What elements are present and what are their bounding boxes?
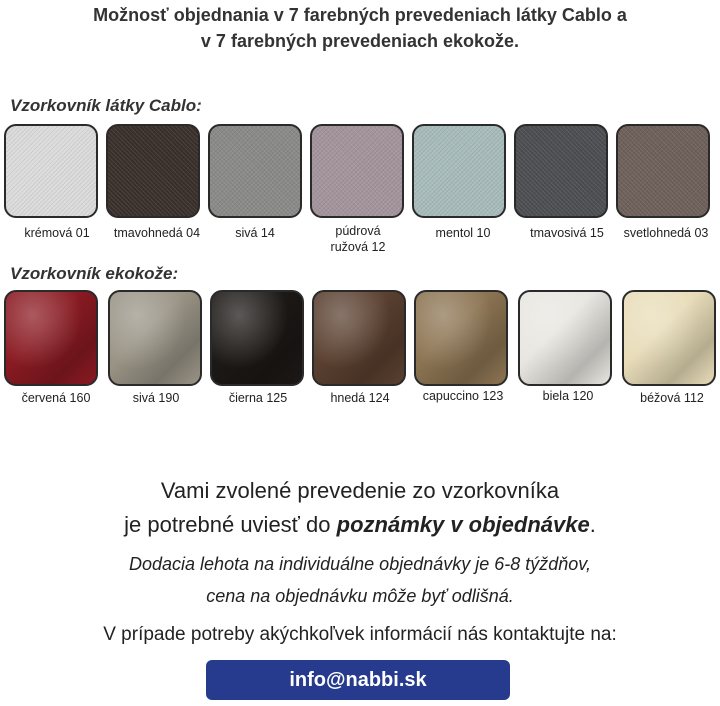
info-line-2-post: . (589, 512, 596, 537)
info-line-1: Vami zvolené prevedenie zo vzorkovníka (160, 478, 560, 503)
email-button[interactable]: info@nabbi.sk (206, 660, 510, 700)
cablo-label-kremova: krémová 01 (24, 226, 90, 240)
cablo-label-mentol: mentol 10 (435, 226, 491, 240)
ekokoza-label-capuccino: capuccino 123 (422, 389, 504, 403)
cablo-label-svetlohneda: svetlohnedá 03 (623, 226, 709, 240)
ekokoza-swatch-biela[interactable] (518, 290, 612, 386)
delivery-note-line-2: cena na objednávku môže byť odlišná. (206, 586, 514, 606)
delivery-note-line-1: Dodacia lehota na individuálne objednávky je 6-8 týždňov, (129, 554, 591, 574)
ekokoza-swatch-siva[interactable] (108, 290, 202, 386)
info-line-2 (0, 512, 720, 538)
cablo-swatch-pudrova[interactable] (310, 124, 404, 218)
ekokoza-swatch-hneda[interactable] (312, 290, 406, 386)
cablo-swatch-tmavosiva[interactable] (514, 124, 608, 218)
cablo-label-siva: sivá 14 (235, 226, 275, 240)
ekokoza-label-siva: sivá 190 (132, 391, 180, 405)
ekokoza-label-bezova: béžová 112 (640, 391, 704, 405)
ekokoza-swatch-cervena[interactable] (4, 290, 98, 386)
ekokoza-label-hneda: hnedá 124 (330, 391, 390, 405)
ekokoza-label-cierna: čierna 125 (228, 391, 288, 405)
header-line-1: Možnosť objednania v 7 farebných prevedeniach látky Cablo a (93, 5, 627, 25)
info-line-2-emphasis: poznámky v objednávke (336, 512, 590, 537)
cablo-label-tmavosiva: tmavosivá 15 (530, 226, 604, 240)
ekokoza-label-biela: biela 120 (542, 389, 594, 403)
cablo-swatch-mentol[interactable] (412, 124, 506, 218)
cablo-label-pudrova: púdrová ružová 12 (330, 224, 386, 254)
ekokoza-swatch-bezova[interactable] (622, 290, 716, 386)
ekokoza-swatch-cierna[interactable] (210, 290, 304, 386)
contact-text: V prípade potreby akýchkoľvek informácií nás kontaktujte na: (103, 624, 617, 645)
cablo-section-title: Vzorkovník látky Cablo: (10, 96, 202, 115)
ekokoza-section-title: Vzorkovník ekokože: (10, 264, 179, 283)
page-header (0, 2, 720, 54)
ekokoza-label-cervena: červená 160 (21, 391, 91, 405)
cablo-label-tmavohneda: tmavohnedá 04 (113, 226, 201, 240)
ekokoza-swatch-capuccino[interactable] (414, 290, 508, 386)
cablo-swatch-kremova[interactable] (4, 124, 98, 218)
info-line-2-pre: je potrebné uviesť do (124, 512, 337, 537)
cablo-swatch-svetlohneda[interactable] (616, 124, 710, 218)
cablo-swatch-tmavohneda[interactable] (106, 124, 200, 218)
cablo-swatch-siva[interactable] (208, 124, 302, 218)
header-line-2: v 7 farebných prevedeniach ekokože. (200, 31, 520, 51)
